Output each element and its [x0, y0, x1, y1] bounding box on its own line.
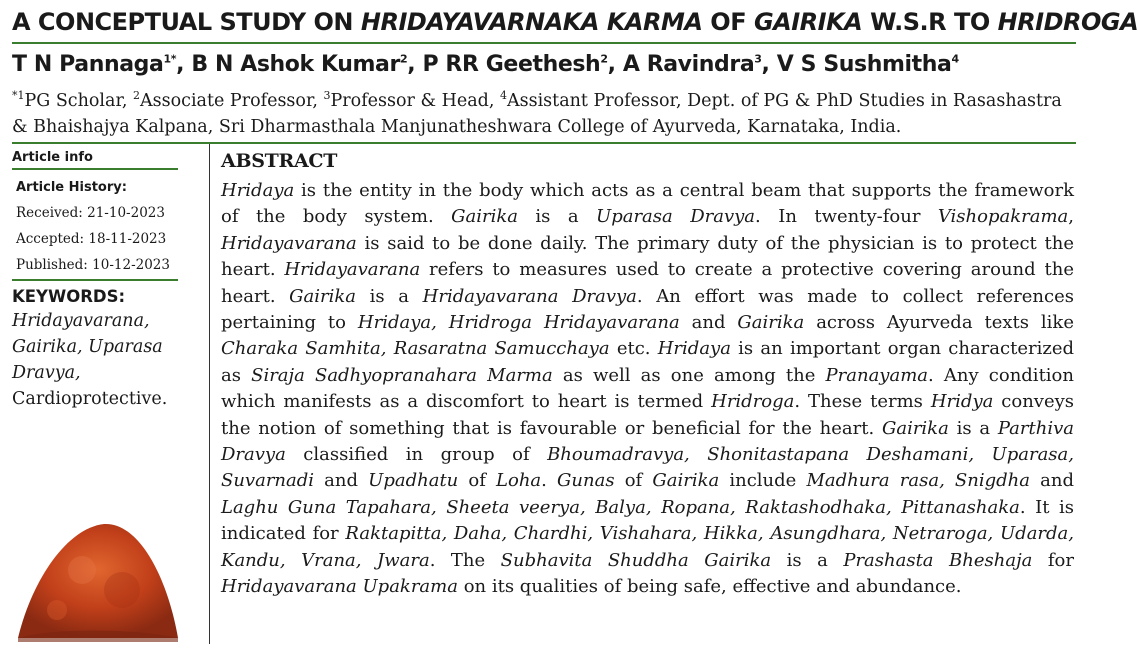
gairika-powder-image [12, 510, 182, 646]
author-separator: , [407, 52, 423, 77]
keywords-plain: Cardioprotective. [12, 389, 168, 409]
header-divider [12, 142, 1076, 144]
abstract-italic-term: Gairika [652, 470, 720, 492]
abstract-italic-term: Hridaya [657, 338, 731, 360]
abstract-italic-term: Gairika [289, 285, 357, 307]
abstract-text-run: . It is indicated for [221, 496, 1074, 545]
abstract-text-run: and [314, 470, 369, 492]
title-divider [12, 42, 1076, 44]
abstract-italic-term: Hridayavarana [221, 232, 357, 254]
abstract-italic-term: Upadhatu [368, 470, 459, 492]
abstract-italic-term: Hridayavarana Upakrama [221, 576, 458, 598]
abstract-italic-term: Charaka Samhita, Rasaratna Samucchaya [221, 338, 610, 360]
abstract-text-run: . Any condition which manifests as a discomfort to heart is termed [221, 364, 1074, 413]
paper-title [12, 8, 1138, 36]
author-sup: 3 [754, 52, 762, 66]
abstract-text-run: is a [356, 285, 423, 307]
abstract-italic-term: Gairika [737, 312, 805, 334]
column-divider [209, 144, 210, 644]
title-text: GAIRIKA [753, 8, 863, 36]
affiliation-role: Assistant Professor, Dept. of PG & PhD Studies in Rasashastra & Bhaishajya Kalpana, Sri Dharmasthala Manjunatheshwara College of Ayurveda, Karnataka, India. [12, 91, 1062, 137]
abstract-text-run: of [614, 470, 653, 492]
abstract-text-run: for [1032, 549, 1074, 571]
affiliation-role: Associate Professor, [140, 91, 324, 111]
abstract-text-run: is said to be done daily. The primary duty of the physician is to protect the heart. [221, 232, 1074, 281]
author-name: V S Sushmitha [776, 52, 952, 77]
author-name: P RR Geethesh [422, 52, 601, 77]
abstract-italic-term: Pranayama [825, 364, 929, 386]
abstract-italic-term: Hridya [930, 391, 994, 413]
author-list [12, 52, 959, 77]
abstract-text-run: etc. [609, 338, 658, 360]
abstract-heading: ABSTRACT [221, 150, 338, 172]
abstract-italic-term: Gunas [557, 470, 615, 492]
author-name: B N Ashok Kumar [191, 52, 400, 77]
abstract-italic-term: Uparasa Dravya [596, 206, 756, 228]
abstract-italic-term: Subhavita Shuddha Gairika [500, 549, 772, 571]
abstract-italic-term: Madhura rasa, Snigdha [806, 470, 1030, 492]
abstract-text-run: . [541, 470, 558, 492]
abstract-italic-term: Hridayavarana [284, 259, 421, 281]
title-text: HRIDROGA [997, 8, 1138, 36]
abstract-italic-term: Hridaya, Hridroga Hridayavarana [357, 312, 680, 334]
affiliation-sup: 3 [323, 89, 331, 103]
author-separator: , [761, 52, 777, 77]
received-date: Received: 21-10-2023 [16, 205, 165, 221]
keywords-list [12, 308, 178, 412]
author-name: T N Pannaga [12, 52, 164, 77]
keywords-heading: KEYWORDS: [12, 287, 126, 306]
abstract-text-run: across Ayurveda texts like [804, 312, 1074, 334]
abstract-text-run: as well as one among the [552, 364, 826, 386]
abstract-text-run: is a [517, 206, 597, 228]
abstract-italic-term: Loha [496, 470, 542, 492]
title-text: HRIDAYAVARNAKA KARMA [360, 8, 703, 36]
abstract-italic-term: Bhoumadravya, Shonitastapana Deshamani, Uparasa, Suvarnadi [221, 444, 1074, 492]
abstract-text-run: . These terms [794, 391, 931, 413]
author-sup: 2 [600, 52, 608, 66]
abstract-text-run: , [1068, 206, 1074, 228]
abstract-text-run: refers to measures used to create a protective covering around the heart. [221, 259, 1074, 307]
abstract-text-run: is a [771, 549, 844, 571]
abstract-text-run: is the entity in the body which acts as a central beam that supports the framework of the body system. [221, 180, 1074, 228]
abstract-italic-term: Parthiva Dravya [221, 417, 1074, 466]
sidebar-divider [12, 279, 178, 281]
abstract-text-run: include [719, 470, 807, 492]
abstract-italic-term: Vishopakrama [937, 206, 1069, 228]
abstract-text-run: is an important organ characterized as [221, 338, 1074, 386]
abstract-italic-term: Hridaya [221, 180, 295, 201]
author-name: A Ravindra [622, 52, 755, 77]
abstract-italic-term: Laghu Guna Tapahara, Sheeta veerya, Balya, Ropana, Raktashodhaka, Pittanashaka [221, 496, 1020, 518]
abstract-italic-term: Raktapitta, Daha, Chardhi, Vishahara, Hikka, Asungdhara, Netraroga, Udarda, Kandu, Vrana, Jwara [221, 523, 1074, 571]
abstract-italic-term: Hridayavarana Dravya [422, 285, 637, 307]
accepted-date: Accepted: 18-11-2023 [16, 231, 167, 247]
affiliation-sup: 4 [499, 89, 507, 103]
abstract-text-run: . An effort was made to collect references pertaining to [221, 285, 1074, 334]
abstract-text-run: on its qualities of being safe, effective and abundance. [457, 576, 962, 598]
abstract-text-run: is a [948, 417, 998, 439]
abstract-italic-term: Prashasta Bheshaja [843, 549, 1033, 571]
affiliation [12, 88, 1076, 140]
abstract-text-run: and [1029, 470, 1074, 492]
title-text: W.S.R TO [862, 8, 998, 36]
author-sup: 1* [163, 52, 177, 66]
affiliation-role: Professor & Head, [330, 91, 500, 111]
abstract-italic-term: Gairika [881, 417, 949, 439]
abstract-text-run: . The [429, 549, 501, 571]
abstract-text-run: classified in group of [285, 444, 548, 466]
abstract-text-run: and [679, 312, 738, 334]
abstract-italic-term: Gairika [451, 206, 518, 228]
article-sidebar [12, 150, 178, 412]
abstract-italic-term: Siraja Sadhyopranahara Marma [251, 364, 553, 386]
article-info-heading: Article info [12, 150, 178, 170]
abstract-text [221, 178, 1074, 601]
article-history-title: Article History: [16, 180, 127, 195]
abstract-italic-term: Hridroga [711, 391, 795, 413]
author-sup: 4 [951, 52, 959, 66]
author-separator: , [176, 52, 192, 77]
title-text: OF [702, 8, 754, 36]
keywords-italic: Hridayavarana, Gairika, Uparasa Dravya, [12, 311, 163, 383]
abstract-text-run: . In twenty-four [755, 206, 938, 228]
abstract-text-run: of [458, 470, 497, 492]
title-text: A CONCEPTUAL STUDY ON [12, 8, 361, 36]
affiliation-sup: 2 [133, 89, 141, 103]
author-sup: 2 [399, 52, 408, 66]
affiliation-sup: *1 [12, 89, 25, 103]
published-date: Published: 10-12-2023 [16, 257, 170, 273]
affiliation-role: PG Scholar, [24, 91, 134, 111]
abstract-text-run: conveys the notion of something that is favourable or beneficial for the heart. [221, 391, 1075, 439]
author-separator: , [607, 52, 623, 77]
